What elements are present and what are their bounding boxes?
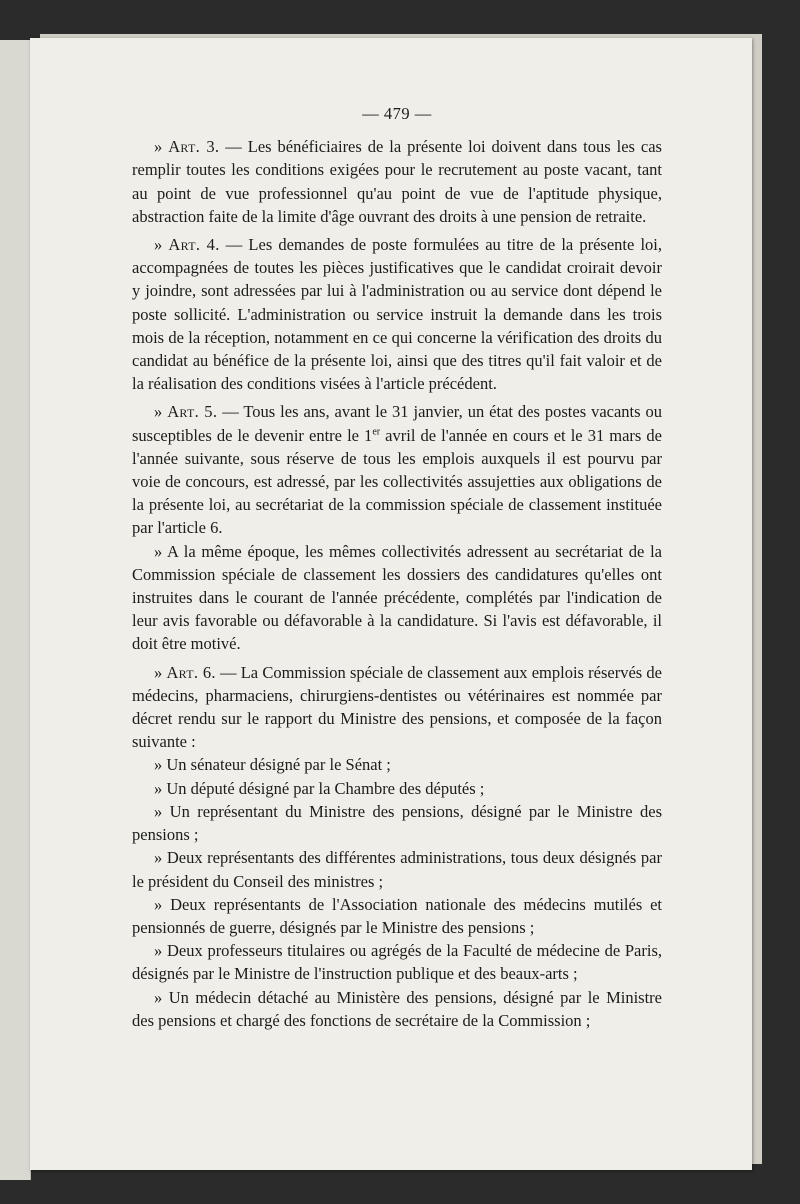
quote-mark: » (154, 137, 169, 157)
quote-mark: » (154, 235, 169, 255)
ordinal-superscript: er (372, 426, 381, 438)
article-3-paragraph (132, 135, 662, 228)
member-item: » Un sénateur désigné par le Sénat ; (154, 755, 391, 775)
quote-mark: » (154, 662, 167, 682)
article-label: Art. 5. (167, 402, 218, 422)
article-5-continuation: » A la même époque, les mêmes collectivités adressent au secrétariat de la Commission spéciale de classement les dossiers des candidatures qu'elles ont instruites dans le courant de l'année précédente, complétés par l'indication de leur avis favorable ou défavorable à la candidature. Si l'avis est défavorable, il doit être motivé. (132, 541, 662, 654)
article-text: — La Commission spéciale de classement aux emplois réservés de médecins, pharmaciens, chirurgiens-dentistes ou vétérinaires est nommée par décret rendu sur le rapport du Ministre des pensions, et composée de la façon suivante : (132, 662, 662, 752)
article-label: Art. 3. (168, 137, 220, 157)
page-content (132, 102, 662, 1032)
article-4-paragraph (132, 233, 662, 395)
member-item: » Un médecin détaché au Ministère des pensions, désigné par le Ministre des pensions et chargé des fonctions de secrétaire de la Commission ; (132, 987, 662, 1030)
article-label: Art. 4. (168, 235, 220, 255)
document-page (30, 38, 752, 1170)
quote-mark: » (154, 402, 168, 422)
member-item: » Deux représentants des différentes administrations, tous deux désignés par le président du Conseil des ministres ; (132, 848, 662, 891)
article-label: Art. 6. (166, 662, 216, 682)
article-text: — Les bénéficiaires de la présente loi doivent dans tous les cas remplir toutes les conditions exigées pour le recrutement au poste vacant, tant au point de vue professionnel qu'au point de vue de l'aptitude physique, abstraction faite de la limite d'âge ouvrant des droits à une pension de retraite. (132, 137, 662, 226)
article-5-paragraph (132, 400, 662, 539)
article-text-part-1: — Tous les ans, avant le 31 janvier, un état des postes vacants ou susceptibles de le devenir entre le 1 (132, 402, 662, 445)
article-text: — Les demandes de poste formulées au titre de la présente loi, accompagnées de toutes les pièces justificatives que le candidat croirait devoir y joindre, sont adressées par lui à l'administration ou au service dont dépend le poste sollicité. L'administration ou service instruit la demande dans les trois mois de la réception, notamment en ce qui concerne la vérification des droits du candidat au bénéfice de la présente loi, ainsi que des titres qu'il fait valoir et de la réalisation des conditions visées à l'article précédent. (132, 235, 662, 394)
article-6-paragraph (132, 661, 662, 754)
member-item: » Un député désigné par la Chambre des députés ; (154, 778, 485, 798)
article-text-part-2: avril de l'année en cours et le 31 mars de l'année suivante, sous réserve de tous les emplois auxquels il est pourvu par voie de concours, est adressé, par les collectivités assujetties aux obligations de la présente loi, au secrétariat de la commission spéciale de classement instituée par l'article 6. (132, 425, 662, 538)
member-item: » Deux professeurs titulaires ou agrégés de la Faculté de médecine de Paris, désignés par le Ministre de l'instruction publique et des beaux-arts ; (132, 941, 662, 984)
facing-page-edge (0, 40, 31, 1180)
member-item: » Deux représentants de l'Association nationale des médecins mutilés et pensionnés de guerre, désignés par le Ministre des pensions ; (132, 894, 662, 937)
member-item: » Un représentant du Ministre des pensions, désigné par le Ministre des pensions ; (132, 801, 662, 845)
page-number: — 479 — (362, 104, 432, 123)
